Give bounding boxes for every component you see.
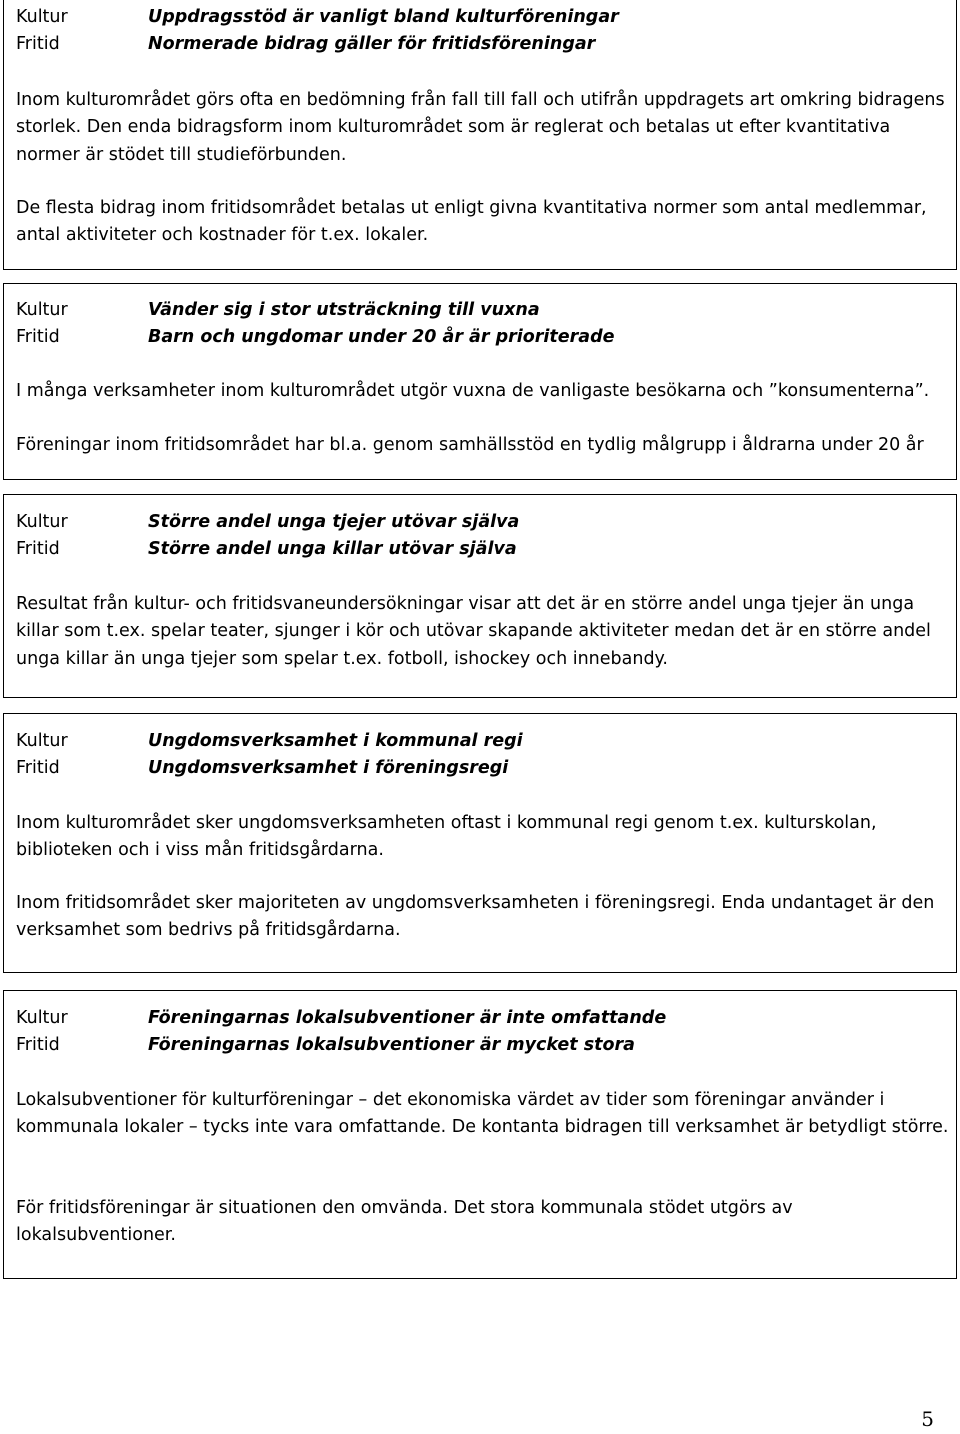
label-kultur: Kultur [16, 512, 68, 532]
domain-labels [16, 728, 68, 782]
paragraph: För fritidsföreningar är situationen den omvända. Det stora kommunala stödet utgörs av lokalsubventioner. [16, 1198, 793, 1246]
comparison-box-funding [3, 0, 957, 270]
paragraph: De flesta bidrag inom fritidsområdet betalas ut enligt givna kvantitativa normer som antal medlemmar, antal aktiviteter och kostnader för t.ex. lokaler. [16, 198, 927, 246]
paragraph: Lokalsubventioner för kulturföreningar – det ekonomiska värdet av tider som föreningar använder i kommunala lokaler – tycks inte vara omfattande. De kontanta bidragen till verksamhet är betydligt större. [16, 1090, 949, 1138]
label-kultur: Kultur [16, 731, 68, 751]
domain-labels [16, 509, 68, 563]
label-fritid: Fritid [16, 327, 60, 347]
claim-kultur: Större andel unga tjejer utövar själva [148, 512, 520, 532]
paragraph: Resultat från kultur- och fritidsvaneundersökningar visar att det är en större andel unga tjejer än unga killar som t.ex. spelar teater, sjunger i kör och utövar skapande aktiviteter medan det är en större andel unga killar än unga tjejer som spelar t.ex. fotboll, ishockey och innebandy. [16, 594, 931, 669]
paragraph: Inom kulturområdet görs ofta en bedömning från fall till fall och utifrån uppdragets art omkring bidragens storlek. Den enda bidragsform inom kulturområdet som är reglerat och betalas ut efter kvantitativa normer är stödet till studieförbunden. [16, 90, 945, 165]
claims [148, 297, 614, 351]
label-fritid: Fritid [16, 758, 60, 778]
claim-fritid: Normerade bidrag gäller för fritidsföreningar [148, 34, 596, 54]
label-fritid: Fritid [16, 1035, 60, 1055]
label-kultur: Kultur [16, 1008, 68, 1028]
label-kultur: Kultur [16, 300, 68, 320]
comparison-box-gender [3, 494, 957, 698]
claims [148, 4, 619, 58]
page-number: 5 [921, 1407, 934, 1431]
label-kultur: Kultur [16, 7, 68, 27]
label-fritid: Fritid [16, 34, 60, 54]
claim-fritid: Barn och ungdomar under 20 år är prioriterade [148, 327, 615, 347]
paragraph: Föreningar inom fritidsområdet har bl.a. genom samhällsstöd en tydlig målgrupp i åldrarna under 20 år [16, 435, 924, 455]
claim-kultur: Vänder sig i stor utsträckning till vuxna [148, 300, 540, 320]
comparison-box-youth-activities [3, 713, 957, 973]
domain-labels [16, 1005, 68, 1059]
paragraph: I många verksamheter inom kulturområdet utgör vuxna de vanligaste besökarna och ”konsumenterna”. [16, 381, 930, 401]
domain-labels [16, 297, 68, 351]
claim-kultur: Föreningarnas lokalsubventioner är inte omfattande [148, 1008, 667, 1028]
domain-labels [16, 4, 68, 58]
comparison-box-target-group [3, 283, 957, 480]
claims [148, 728, 523, 782]
comparison-box-premises-subsidies [3, 990, 957, 1279]
claim-kultur: Uppdragsstöd är vanligt bland kulturföreningar [148, 7, 619, 27]
claim-fritid: Större andel unga killar utövar själva [148, 539, 517, 559]
claim-fritid: Föreningarnas lokalsubventioner är mycket stora [148, 1035, 635, 1055]
paragraph: Inom kulturområdet sker ungdomsverksamheten oftast i kommunal regi genom t.ex. kulturskolan, biblioteken och i viss mån fritidsgårdarna. [16, 813, 877, 861]
claims [148, 509, 519, 563]
claim-kultur: Ungdomsverksamhet i kommunal regi [148, 731, 523, 751]
claim-fritid: Ungdomsverksamhet i föreningsregi [148, 758, 509, 778]
label-fritid: Fritid [16, 539, 60, 559]
claims [148, 1005, 666, 1059]
paragraph: Inom fritidsområdet sker majoriteten av ungdomsverksamheten i föreningsregi. Enda undantaget är den verksamhet som bedrivs på fritidsgårdarna. [16, 893, 935, 941]
